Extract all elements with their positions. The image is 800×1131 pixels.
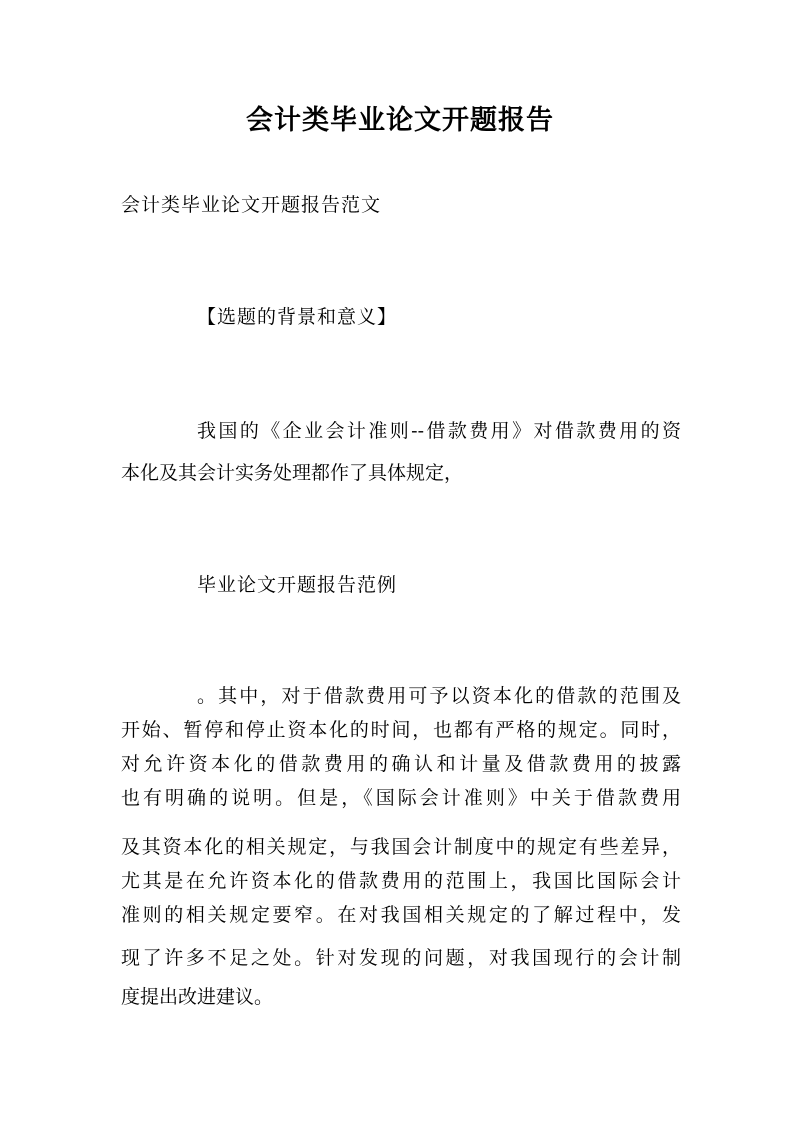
paragraph-line: 也有明确的说明。但是，《国际会计准则》中关于借款费用 xyxy=(121,787,681,809)
paragraph-line: 开始、暂停和停止资本化的时间，也都有严格的规定。同时， xyxy=(121,719,681,741)
document-subtitle: 会计类毕业论文开题报告范文 xyxy=(121,194,382,216)
paragraph-line: 度提出改进建议。 xyxy=(121,986,274,1008)
paragraph-line: 准则的相关规定要窄。在对我国相关规定的了解过程中，发 xyxy=(121,904,681,926)
paragraph-line: 我国的《企业会计准则--借款费用》对借款费用的资 xyxy=(197,420,681,442)
paragraph-line: 。其中，对于借款费用可予以资本化的借款的范围及 xyxy=(197,685,681,707)
paragraph-line: 对允许资本化的借款费用的确认和计量及借款费用的披露 xyxy=(121,753,681,775)
paragraph-line: 尤其是在允许资本化的借款费用的范围上，我国比国际会计 xyxy=(121,870,681,892)
paragraph-line: 及其资本化的相关规定，与我国会计制度中的规定有些差异， xyxy=(121,836,681,858)
paragraph-line: 本化及其会计实务处理都作了具体规定， xyxy=(121,462,464,484)
section-heading: 【选题的背景和意义】 xyxy=(197,306,398,328)
example-heading: 毕业论文开题报告范例 xyxy=(197,574,398,596)
document-title: 会计类毕业论文开题报告 xyxy=(246,105,554,136)
paragraph-line: 现了许多不足之处。针对发现的问题，对我国现行的会计制 xyxy=(121,947,681,969)
